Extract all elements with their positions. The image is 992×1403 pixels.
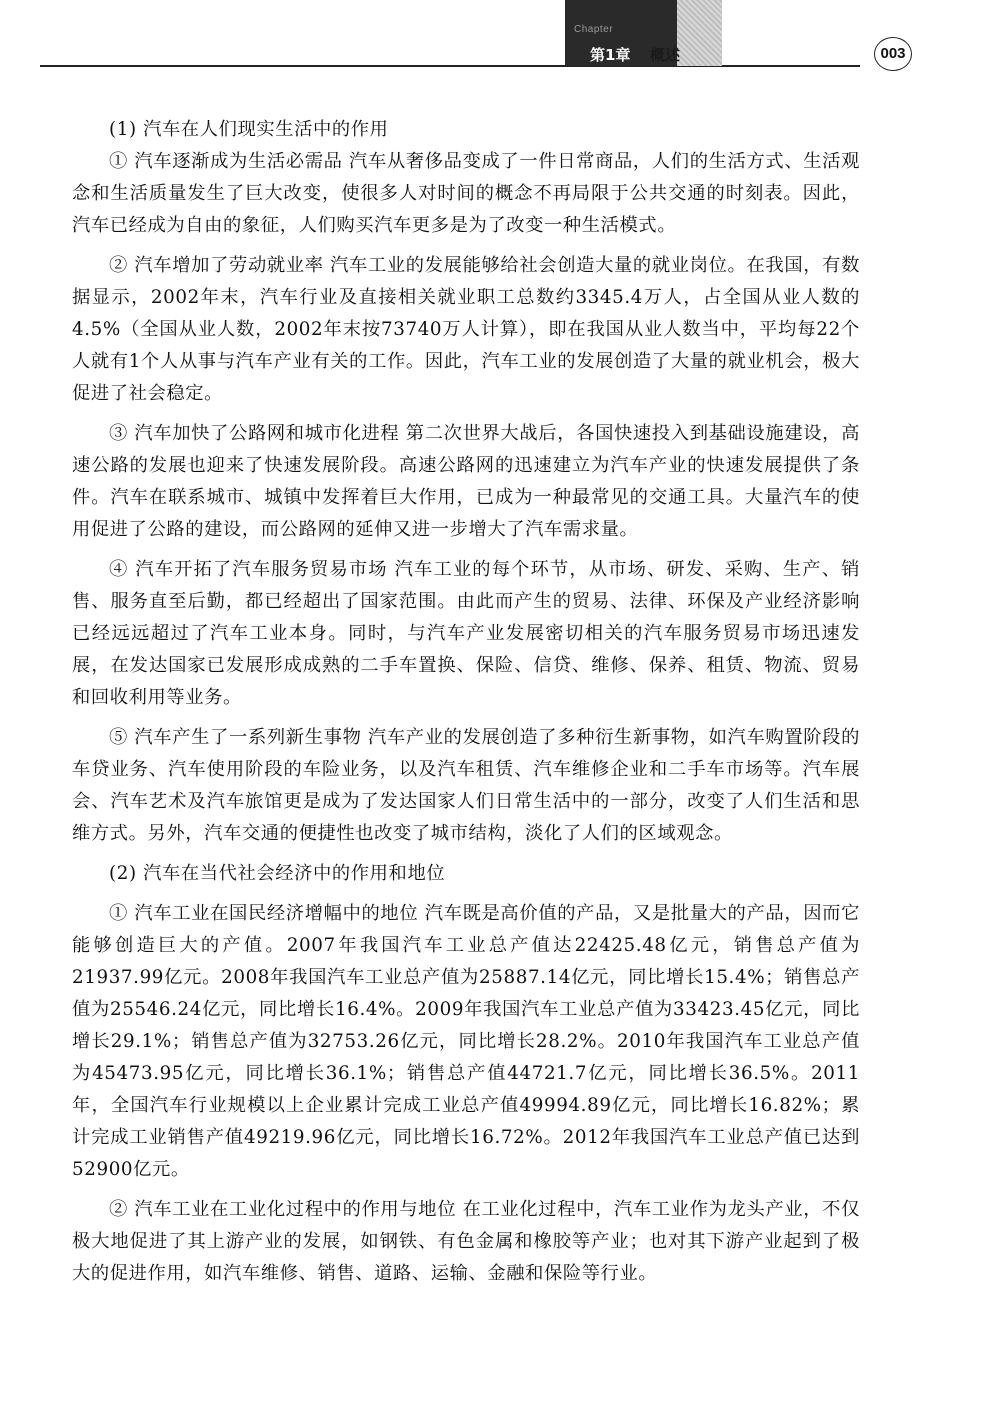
chapter-title: 概述 (650, 46, 681, 64)
chapter-number: 第1章 (590, 46, 631, 64)
section-heading: (1) 汽车在人们现实生活中的作用 (109, 119, 389, 140)
chapter-label: Chapter (574, 24, 614, 35)
page-header (40, 0, 952, 90)
paragraph: ③ 汽车加快了公路网和城市化进程 第二次世界大战后，各国快速投入到基础设施建设，高速公路的发展也迎来了快速发展阶段。高速公路网的迅速建立为汽车产业的快速发展提供了条件。汽车在联系城市、城镇中发挥着巨大作用，已成为一种最常见的交通工具。大量汽车的使用促进了公路的建设，而公路网的延伸又进一步增大了汽车需求量。 (72, 423, 860, 540)
paragraph: ② 汽车工业在工业化过程中的作用与地位 在工业化过程中，汽车工业作为龙头产业，不仅极大地促进了其上游产业的发展，如钢铁、有色金属和橡胶等产业；也对其下游产业起到了极大的促进作用，如汽车维修、销售、道路、运输、金融和保险等行业。 (72, 1199, 860, 1284)
section-heading: (2) 汽车在当代社会经济中的作用和地位 (109, 863, 446, 884)
page-body (72, 114, 860, 1290)
paragraph: ⑤ 汽车产生了一系列新生事物 汽车产业的发展创造了多种衍生新事物，如汽车购置阶段的车贷业务、汽车使用阶段的车险业务，以及汽车租赁、汽车维修企业和二手车市场等。汽车展会、汽车艺术及汽车旅馆更是成为了发达国家人们日常生活中的一部分，改变了人们生活和思维方式。另外，汽车交通的便捷性也改变了城市结构，淡化了人们的区域观念。 (72, 727, 860, 844)
paragraph: ① 汽车工业在国民经济增幅中的地位 汽车既是高价值的产品，又是批量大的产品，因而它能够创造巨大的产值。2007年我国汽车工业总产值达22425.48亿元，销售总产值为21937.99亿元。2008年我国汽车工业总产值为25887.14亿元，同比增长15.4%；销售总产值为25546.24亿元，同比增长16.4%。2009年我国汽车工业总产值为33423.45亿元，同比增长29.1%；销售总产值为32753.26亿元，同比增长28.2%。2010年我国汽车工业总产值为45473.95亿元，同比增长36.1%；销售总产值44721.7亿元，同比增长36.5%。2011年，全国汽车行业规模以上企业累计完成工业总产值49994.89亿元，同比增长16.82%；累计完成工业销售产值49219.96亿元，同比增长16.72%。2012年我国汽车工业总产值已达到52900亿元。 (72, 903, 860, 1180)
paragraph: ② 汽车增加了劳动就业率 汽车工业的发展能够给社会创造大量的就业岗位。在我国，有数据显示，2002年末，汽车行业及直接相关就业职工总数约3345.4万人，占全国从业人数的4.5%（全国从业人数，2002年末按73740万人计算），即在我国从业人数当中，平均每22个人就有1个人从事与汽车产业有关的工作。因此，汽车工业的发展创造了大量的就业机会，极大促进了社会稳定。 (72, 255, 860, 404)
paragraph: ④ 汽车开拓了汽车服务贸易市场 汽车工业的每个环节，从市场、研发、采购、生产、销售、服务直至后勤，都已经超出了国家范围。由此而产生的贸易、法律、环保及产业经济影响已经远远超过了汽车工业本身。同时，与汽车产业发展密切相关的汽车服务贸易市场迅速发展，在发达国家已发展形成成熟的二手车置换、保险、信贷、维修、保养、租赁、物流、贸易和回收利用等业务。 (72, 559, 860, 708)
page-number: 003 (874, 37, 912, 71)
paragraph: ① 汽车逐渐成为生活必需品 汽车从奢侈品变成了一件日常商品，人们的生活方式、生活观念和生活质量发生了巨大改变，使很多人对时间的概念不再局限于公共交通的时刻表。因此，汽车已经成为自由的象征，人们购买汽车更多是为了改变一种生活模式。 (72, 151, 860, 236)
chapter-tab-pattern (677, 0, 722, 66)
header-rule (40, 65, 860, 67)
